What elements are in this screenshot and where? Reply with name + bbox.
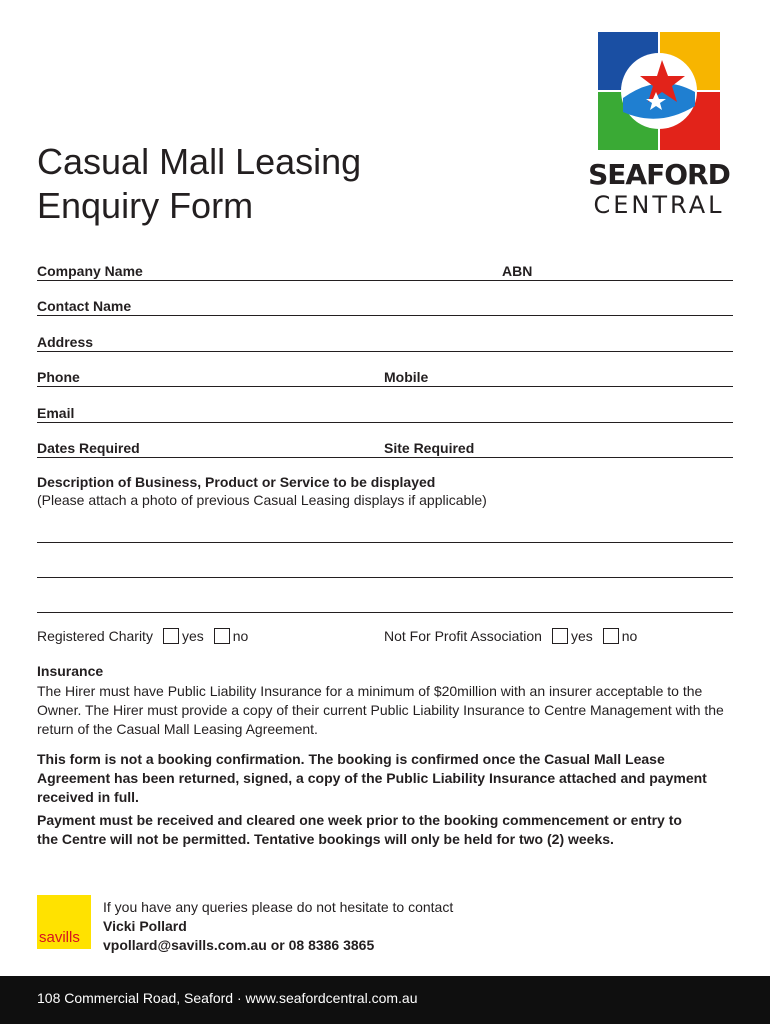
starfish-logo-icon bbox=[598, 32, 720, 150]
registered-charity-row bbox=[37, 628, 248, 644]
payment-notice: Payment must be received and cleared one week prior to the booking commencement or entry to the Centre will not be permitted. Tentative bookings will only be held for two (2) weeks. bbox=[37, 812, 682, 847]
mobile-label: Mobile bbox=[384, 369, 429, 385]
email-label: Email bbox=[37, 405, 75, 421]
savills-logo bbox=[37, 895, 91, 949]
site-required-label: Site Required bbox=[384, 440, 475, 456]
seaford-central-logo bbox=[584, 32, 734, 222]
title-line-1: Casual Mall Leasing bbox=[37, 141, 362, 182]
charity-no-checkbox[interactable] bbox=[214, 628, 230, 644]
contact-block bbox=[103, 898, 453, 955]
phone-mobile-field[interactable] bbox=[37, 368, 733, 387]
description-heading: Description of Business, Product or Service to be displayed bbox=[37, 474, 436, 490]
insurance-heading: Insurance bbox=[37, 663, 104, 679]
description-line-2[interactable] bbox=[37, 577, 733, 578]
charity-yes-label: yes bbox=[181, 628, 204, 644]
dates-required-label: Dates Required bbox=[37, 440, 140, 456]
description-line-3[interactable] bbox=[37, 612, 733, 613]
contact-name-label: Contact Name bbox=[37, 298, 132, 314]
insurance-text: The Hirer must have Public Liability Insurance for a minimum of $20million with an insurer acceptable to the Owner. The Hirer must provide a copy of their current Public Liability Insurance to Centre Management with the return of the Casual Mall Leasing Agreement. bbox=[37, 683, 724, 737]
form-title bbox=[37, 140, 361, 228]
savills-logo-text: savills bbox=[39, 929, 80, 946]
charity-no-label: no bbox=[232, 628, 249, 644]
abn-label: ABN bbox=[502, 263, 533, 279]
not-for-profit-row bbox=[384, 628, 637, 644]
contact-name: Vicki Pollard bbox=[103, 918, 187, 934]
footer-bar bbox=[0, 976, 770, 1024]
company-name-label: Company Name bbox=[37, 263, 143, 279]
booking-notice: This form is not a booking confirmation. The booking is confirmed once the Casual Mall Lease Agreement has been returned, signed, a copy of the Public Liability Insurance attached and payment received in full. bbox=[37, 751, 707, 805]
address-label: Address bbox=[37, 334, 94, 350]
contact-intro: If you have any queries please do not hesitate to contact bbox=[103, 899, 454, 915]
email-field[interactable] bbox=[37, 404, 733, 423]
charity-yes-checkbox[interactable] bbox=[163, 628, 179, 644]
contact-name-field[interactable] bbox=[37, 297, 733, 316]
company-name-field[interactable] bbox=[37, 262, 733, 281]
not-for-profit-label: Not For Profit Association bbox=[384, 628, 542, 644]
dates-site-field[interactable] bbox=[37, 439, 733, 458]
registered-charity-label: Registered Charity bbox=[37, 628, 153, 644]
brand-name-seaford: SEAFORD bbox=[588, 158, 730, 191]
address-field[interactable] bbox=[37, 333, 733, 352]
nfp-yes-label: yes bbox=[570, 628, 593, 644]
description-subtext: (Please attach a photo of previous Casual Leasing displays if applicable) bbox=[37, 492, 487, 508]
contact-details: vpollard@savills.com.au or 08 8386 3865 bbox=[103, 937, 375, 953]
nfp-no-checkbox[interactable] bbox=[603, 628, 619, 644]
footer-address: 108 Commercial Road, Seaford · www.seafordcentral.com.au bbox=[37, 990, 418, 1006]
brand-name-central: CENTRAL bbox=[593, 191, 725, 219]
nfp-yes-checkbox[interactable] bbox=[552, 628, 568, 644]
title-line-2: Enquiry Form bbox=[37, 185, 254, 226]
nfp-no-label: no bbox=[621, 628, 638, 644]
phone-label: Phone bbox=[37, 369, 80, 385]
description-line-1[interactable] bbox=[37, 542, 733, 543]
